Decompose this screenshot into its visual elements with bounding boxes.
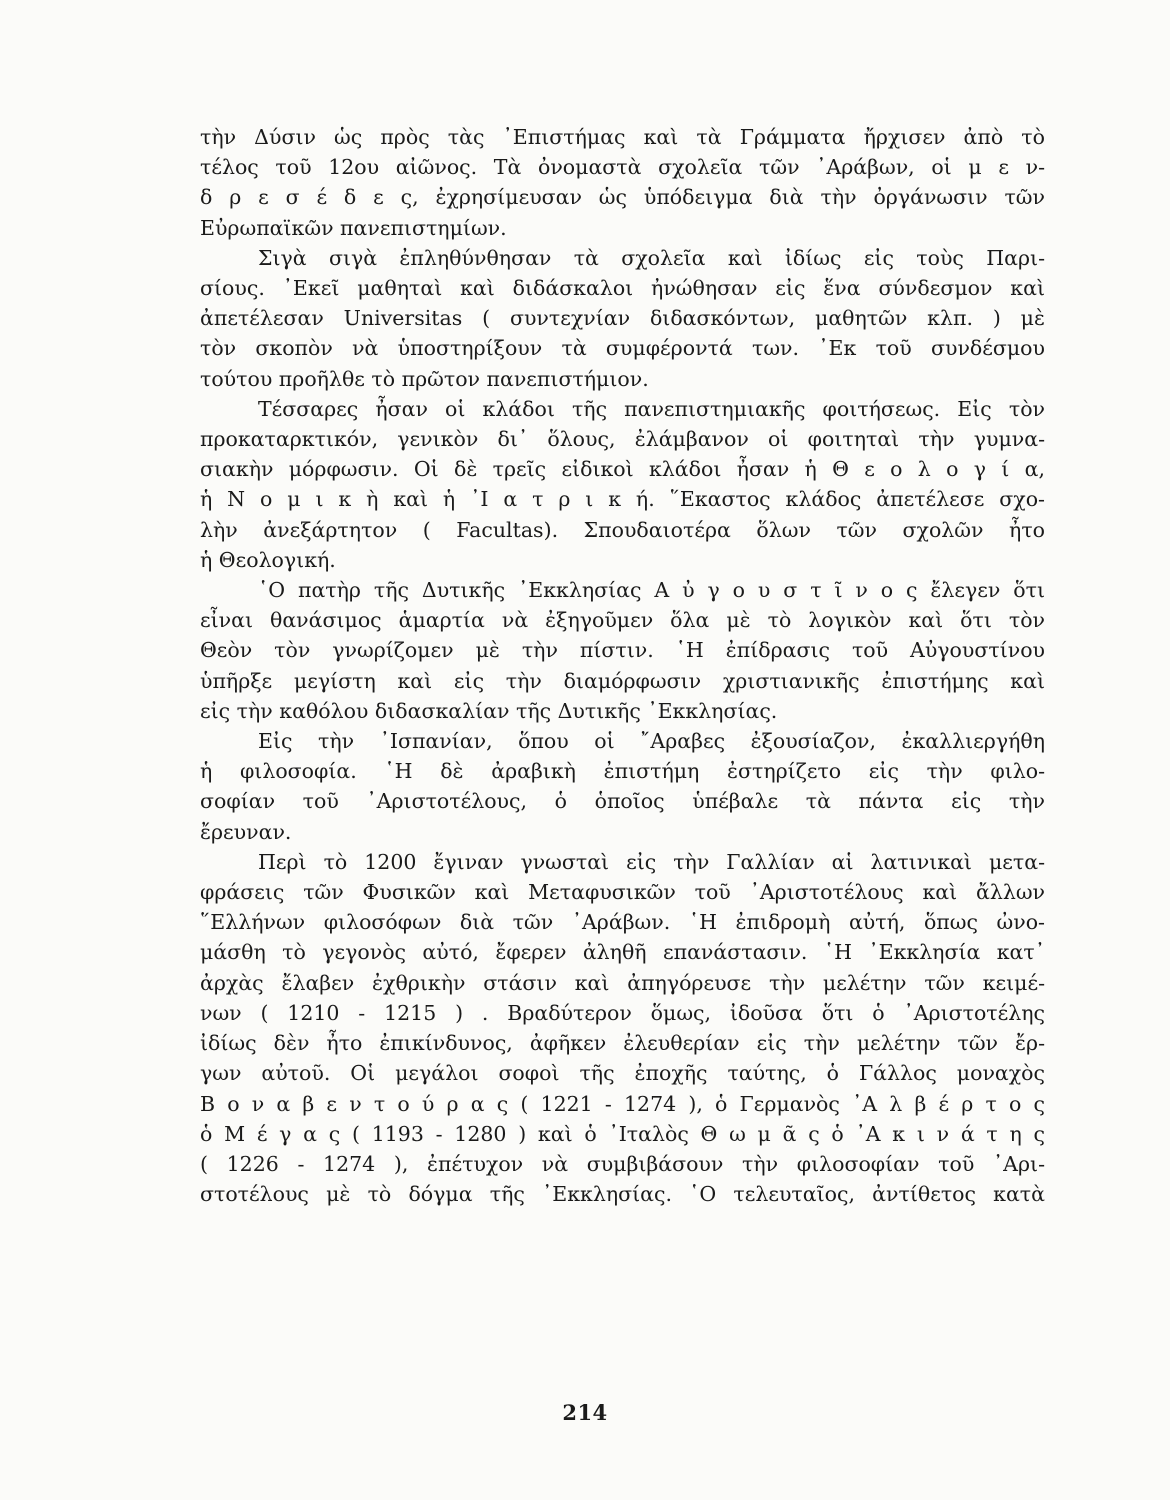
- text-line: μάσθη τὸ γεγονὸς αὐτό, ἔφερεν ἀληθῆ επανάστασιν. ῾Η ᾿Εκκλησία κατ᾿: [200, 940, 1045, 965]
- text-line: ἡ Θεολογική.: [200, 547, 336, 572]
- text-line: ( 1226 - 1274 ), ἐπέτυχον νὰ συμβιβάσουν τὴν φιλοσοφίαν τοῦ ᾿Αρι-: [200, 1151, 1045, 1176]
- text-line: ῾Ο πατὴρ τῆς Δυτικῆς ᾿Εκκλησίας Α ὐ γ ο υ σ τ ῖ ν ο ς ἔλεγεν ὅτι: [258, 578, 1045, 603]
- text-line: ὁ Μ έ γ α ς ( 1193 - 1280 ) καὶ ὁ ᾿Ιταλὸς Θ ω μ ᾶ ς ὁ ᾿Α κ ι ν ά τ η ς: [200, 1121, 1045, 1146]
- text-line: ῞Ελλήνων φιλοσόφων διὰ τῶν ᾿Αράβων. ῾Η ἐπιδρομὴ αὐτή, ὅπως ὠνο-: [200, 910, 1045, 935]
- paragraph: [200, 847, 1045, 1209]
- text-line: Τέσσαρες ἦσαν οἱ κλάδοι τῆς πανεπιστημιακῆς φοιτήσεως. Εἰς τὸν: [258, 396, 1045, 421]
- text-line: φράσεις τῶν Φυσικῶν καὶ Μεταφυσικῶν τοῦ ᾿Αριστοτέλους καὶ ἄλλων: [200, 880, 1045, 905]
- text-line: ἔρευναν.: [200, 819, 292, 844]
- paragraph: [200, 575, 1045, 726]
- text-line: ὑπῆρξε μεγίστη καὶ εἰς τὴν διαμόρφωσιν χριστιανικῆς ἐπιστήμης καὶ: [200, 668, 1045, 693]
- text-line: ἡ Ν ο μ ι κ ὴ καὶ ἡ ᾿Ι α τ ρ ι κ ή. ῞Εκαστος κλάδος ἀπετέλεσε σχο-: [200, 487, 1045, 512]
- text-line: τούτου προῆλθε τὸ πρῶτον πανεπιστήμιον.: [200, 366, 649, 391]
- paragraph: [200, 394, 1045, 575]
- text-line: σοφίαν τοῦ ᾿Αριστοτέλους, ὁ ὁποῖος ὑπέβαλε τὰ πάντα εἰς τὴν: [200, 789, 1045, 814]
- text-line: σίους. ᾿Εκεῖ μαθηταὶ καὶ διδάσκαλοι ἠνώθησαν εἰς ἕνα σύνδεσμον καὶ: [200, 276, 1045, 301]
- text-line: Θεὸν τὸν γνωρίζομεν μὲ τὴν πίστιν. ῾Η ἐπίδρασις τοῦ Αὐγουστίνου: [200, 638, 1045, 663]
- text-line: προκαταρκτικόν, γενικὸν δι᾿ ὅλους, ἐλάμβανον οἱ φοιτηταὶ τὴν γυμνα-: [200, 427, 1045, 452]
- text-line: Β ο ν α β ε ν τ ο ύ ρ α ς ( 1221 - 1274 ), ὁ Γερμανὸς ᾿Α λ β έ ρ τ ο ς: [200, 1091, 1045, 1116]
- text-line: Εὐρωπαϊκῶν πανεπιστημίων.: [200, 215, 507, 240]
- text-line: νων ( 1210 - 1215 ) . Βραδύτερον ὅμως, ἰδοῦσα ὅτι ὁ ᾿Αριστοτέλης: [200, 1000, 1045, 1025]
- text-line: τὴν Δύσιν ὡς πρὸς τὰς ᾿Επιστήμας καὶ τὰ Γράμματα ἤρχισεν ἀπὸ τὸ: [200, 125, 1045, 149]
- text-line: ἀρχὰς ἔλαβεν ἐχθρικὴν στάσιν καὶ ἀπηγόρευσε τὴν μελέτην τῶν κειμέ-: [200, 970, 1045, 995]
- text-line: γων αὐτοῦ. Οἱ μεγάλοι σοφοὶ τῆς ἐποχῆς ταύτης, ὁ Γάλλος μοναχὸς: [200, 1061, 1045, 1086]
- text-line: τὸν σκοπὸν νὰ ὑποστηρίξουν τὰ συμφέροντά των. ᾿Εκ τοῦ συνδέσμου: [200, 336, 1045, 361]
- text-line: λὴν ἀνεξάρτητον ( Facultas). Σπουδαιοτέρα ὅλων τῶν σχολῶν ἦτο: [200, 517, 1045, 542]
- body-text: [200, 122, 1045, 1209]
- paragraph: [200, 122, 1045, 243]
- text-line: ἀπετέλεσαν Universitas ( συντεχνίαν διδασκόντων, μαθητῶν κλπ. ) μὲ: [200, 306, 1045, 331]
- text-line: ἡ φιλοσοφία. ῾Η δὲ ἀραβικὴ ἐπιστήμη ἐστηρίζετο εἰς τὴν φιλο-: [200, 759, 1045, 784]
- text-line: στοτέλους μὲ τὸ δόγμα τῆς ᾿Εκκλησίας. ῾Ο τελευταῖος, ἀντίθετος κατὰ: [200, 1182, 1045, 1207]
- text-line: σιακὴν μόρφωσιν. Οἱ δὲ τρεῖς εἰδικοὶ κλάδοι ἦσαν ἡ Θ ε ο λ ο γ ί α,: [200, 457, 1045, 482]
- text-line: εἰς τὴν καθόλου διδασκαλίαν τῆς Δυτικῆς ᾿Εκκλησίας.: [200, 698, 778, 723]
- text-line: δ ρ ε σ έ δ ε ς, ἐχρησίμευσαν ὡς ὑπόδειγμα διὰ τὴν ὀργάνωσιν τῶν: [200, 185, 1045, 210]
- text-line: Εἰς τὴν ᾿Ισπανίαν, ὅπου οἱ ῎Αραβες ἐξουσίαζον, ἐκαλλιεργήθη: [258, 729, 1045, 754]
- paragraph: [200, 243, 1045, 394]
- text-line: ἰδίως δὲν ἦτο ἐπικίνδυνος, ἀφῆκεν ἐλευθερίαν εἰς τὴν μελέτην τῶν ἔρ-: [200, 1031, 1045, 1056]
- text-line: Σιγὰ σιγὰ ἐπληθύνθησαν τὰ σχολεῖα καὶ ἰδίως εἰς τοὺς Παρι-: [258, 245, 1045, 270]
- page-number: 214: [562, 1400, 608, 1425]
- text-line: εἶναι θανάσιμος ἁμαρτία νὰ ἐξηγοῦμεν ὅλα μὲ τὸ λογικὸν καὶ ὅτι τὸν: [200, 608, 1045, 633]
- paragraph: [200, 726, 1045, 847]
- text-line: τέλος τοῦ 12ου αἰῶνος. Τὰ ὀνομαστὰ σχολεῖα τῶν ᾿Αράβων, οἱ μ ε ν-: [200, 155, 1045, 180]
- text-line: Περὶ τὸ 1200 ἔγιναν γνωσταὶ εἰς τὴν Γαλλίαν αἱ λατινικαὶ μετα-: [258, 849, 1045, 874]
